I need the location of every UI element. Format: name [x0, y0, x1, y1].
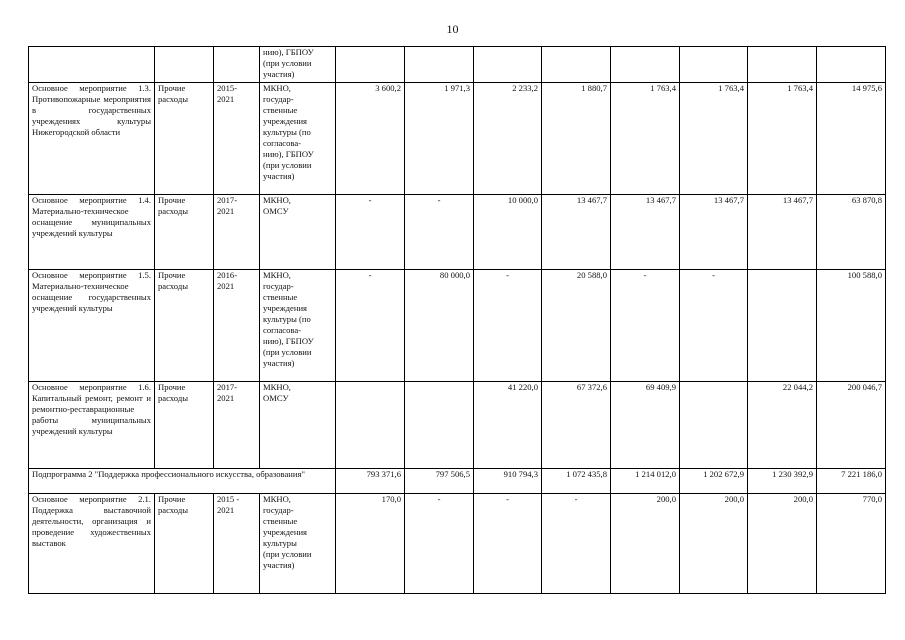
page-number: 10	[446, 22, 459, 36]
value-cell: 22 044,2	[748, 382, 817, 469]
value-cell: 200,0	[611, 494, 680, 594]
value-cell: 13 467,7	[748, 195, 817, 270]
value-cell	[336, 47, 405, 83]
value-cell	[405, 47, 474, 83]
category-cell: Прочие расходы	[155, 83, 214, 195]
value-cell: 1 214 012,0	[611, 469, 680, 494]
value-cell: 80 000,0	[405, 270, 474, 382]
executor-cell: МКНО, государ- ственные учреждения культуры (при условии участия)	[260, 494, 336, 594]
subprogram-row	[29, 469, 886, 494]
value-cell: 13 467,7	[542, 195, 611, 270]
value-cell: -	[474, 494, 542, 594]
total-cell: 200 046,7	[817, 382, 886, 469]
total-cell: 770,0	[817, 494, 886, 594]
value-cell: -	[336, 270, 405, 382]
value-cell: 1 763,4	[680, 83, 748, 195]
value-cell: -	[542, 494, 611, 594]
value-cell	[611, 47, 680, 83]
table-row	[29, 494, 886, 594]
table-row	[29, 195, 886, 270]
measure-name-cell: Основное мероприятие 2.1. Поддержка выставочной деятельности, организация и проведение художественных выставок	[29, 494, 155, 594]
value-cell: 10 000,0	[474, 195, 542, 270]
total-cell: 63 870,8	[817, 195, 886, 270]
value-cell	[474, 47, 542, 83]
value-cell: 1 763,4	[611, 83, 680, 195]
value-cell	[680, 47, 748, 83]
table-row	[29, 270, 886, 382]
value-cell: 1 971,3	[405, 83, 474, 195]
period-cell	[214, 47, 260, 83]
value-cell: 41 220,0	[474, 382, 542, 469]
value-cell: 13 467,7	[680, 195, 748, 270]
subprogram-title: Подпрограмма 2 "Поддержка профессионального искусства, образования"	[29, 469, 336, 494]
budget-table	[28, 46, 886, 594]
period-cell: 2017- 2021	[214, 195, 260, 270]
value-cell: 13 467,7	[611, 195, 680, 270]
value-cell: -	[680, 270, 748, 382]
executor-cell: МКНО, ОМСУ	[260, 195, 336, 270]
value-cell: 20 588,0	[542, 270, 611, 382]
value-cell: 1 202 672,9	[680, 469, 748, 494]
value-cell: 200,0	[680, 494, 748, 594]
period-cell: 2017- 2021	[214, 382, 260, 469]
executor-cell: МКНО, государ- ственные учреждения культуры (по согласова- нию), ГБПОУ (при условии участия)	[260, 270, 336, 382]
category-cell: Прочие расходы	[155, 195, 214, 270]
total-cell: 100 588,0	[817, 270, 886, 382]
value-cell: 200,0	[748, 494, 817, 594]
value-cell: -	[405, 195, 474, 270]
executor-cell: МКНО, государ- ственные учреждения культуры (по согласова- нию), ГБПОУ (при условии участия)	[260, 83, 336, 195]
table-row	[29, 382, 886, 469]
value-cell: 170,0	[336, 494, 405, 594]
value-cell: 1 072 435,8	[542, 469, 611, 494]
period-cell: 2015- 2021	[214, 83, 260, 195]
measure-name-cell	[29, 47, 155, 83]
executor-cell: МКНО, ОМСУ	[260, 382, 336, 469]
total-cell: 14 975,6	[817, 83, 886, 195]
value-cell: 2 233,2	[474, 83, 542, 195]
value-cell: -	[405, 494, 474, 594]
category-cell	[155, 47, 214, 83]
value-cell	[748, 47, 817, 83]
total-cell: 7 221 186,0	[817, 469, 886, 494]
measure-name-cell: Основное мероприятие 1.4. Материально-техническое оснащение муниципальных учреждений культуры	[29, 195, 155, 270]
measure-name-cell: Основное мероприятие 1.3. Противопожарные мероприятия в государственных учреждениях культуры Нижегородской области	[29, 83, 155, 195]
value-cell: 797 506,5	[405, 469, 474, 494]
value-cell: 67 372,6	[542, 382, 611, 469]
period-cell: 2016- 2021	[214, 270, 260, 382]
value-cell	[405, 382, 474, 469]
total-cell	[817, 47, 886, 83]
period-cell: 2015 - 2021	[214, 494, 260, 594]
table-row	[29, 83, 886, 195]
category-cell: Прочие расходы	[155, 494, 214, 594]
value-cell: 910 794,3	[474, 469, 542, 494]
value-cell: 793 371,6	[336, 469, 405, 494]
value-cell: -	[336, 195, 405, 270]
table-row	[29, 47, 886, 83]
value-cell: 1 880,7	[542, 83, 611, 195]
value-cell	[542, 47, 611, 83]
measure-name-cell: Основное мероприятие 1.5. Материально-техническое оснащение государственных учреждений культуры	[29, 270, 155, 382]
value-cell	[680, 382, 748, 469]
value-cell: 1 763,4	[748, 83, 817, 195]
value-cell	[748, 270, 817, 382]
value-cell	[336, 382, 405, 469]
measure-name-cell: Основное мероприятие 1.6. Капитальный ремонт, ремонт и ремонтно-реставрационные работы муниципальных учреждений культуры	[29, 382, 155, 469]
value-cell: -	[474, 270, 542, 382]
category-cell: Прочие расходы	[155, 270, 214, 382]
value-cell: 1 230 392,9	[748, 469, 817, 494]
executor-cell: нию), ГБПОУ (при условии участия)	[260, 47, 336, 83]
value-cell: -	[611, 270, 680, 382]
value-cell: 69 409,9	[611, 382, 680, 469]
value-cell: 3 600,2	[336, 83, 405, 195]
category-cell: Прочие расходы	[155, 382, 214, 469]
